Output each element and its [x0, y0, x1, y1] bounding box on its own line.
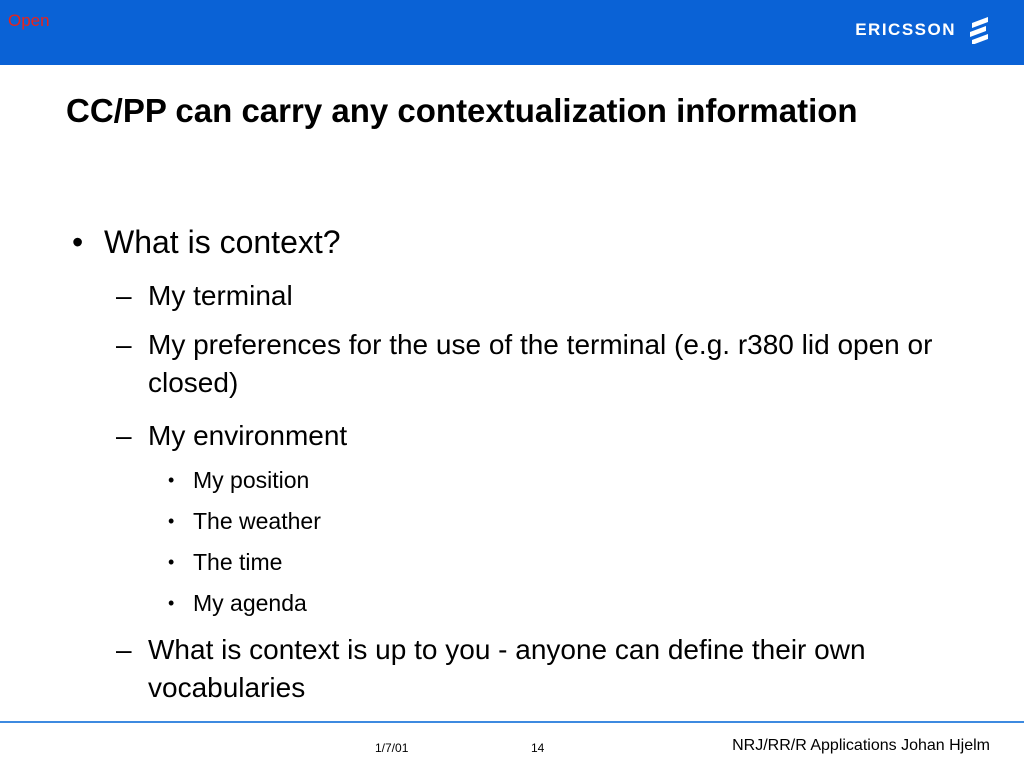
dash-mark: – [116, 420, 132, 451]
subbullet-text: My terminal [148, 280, 293, 311]
subsubbullet-the-time [168, 547, 282, 577]
subbullet-my-environment [116, 417, 946, 455]
bullet-text: What is context? [104, 224, 341, 260]
dash-mark: – [116, 329, 132, 360]
classification-label: Open [8, 11, 50, 30]
bullet-mark: • [168, 593, 175, 613]
subbullet-my-preferences [116, 326, 946, 402]
footer-page-number: 14 [531, 741, 545, 755]
subsubbullet-my-position [168, 465, 309, 495]
footer-rule [0, 721, 1024, 723]
logo-wordmark: ERICSSON [855, 20, 956, 39]
footer-date: 1/7/01 [375, 741, 409, 755]
subbullet-my-terminal [116, 277, 946, 315]
bullet-mark: • [168, 511, 175, 531]
subsubbullet-text: The weather [193, 508, 321, 534]
slide-title: CC/PP can carry any contextualization information [66, 92, 858, 129]
subsubbullet-text: My position [193, 467, 310, 493]
subbullet-text: My environment [148, 420, 348, 451]
subbullet-context-up-to-you [116, 631, 946, 707]
footer-author: NRJ/RR/R Applications Johan Hjelm [732, 737, 990, 754]
subsubbullet-the-weather [168, 506, 321, 536]
bullet-mark: • [168, 470, 175, 490]
subbullet-text: What is context is up to you - anyone can define their own vocabularies [148, 634, 866, 703]
bullet-mark: • [72, 224, 84, 260]
dash-mark: – [116, 280, 132, 311]
bullet-mark: • [168, 552, 175, 572]
subbullet-text: My preferences for the use of the terminal (e.g. r380 lid open or closed) [148, 329, 933, 398]
dash-mark: – [116, 634, 132, 665]
subsubbullet-text: The time [193, 549, 283, 575]
subsubbullet-text: My agenda [193, 590, 307, 616]
subsubbullet-my-agenda [168, 588, 307, 618]
